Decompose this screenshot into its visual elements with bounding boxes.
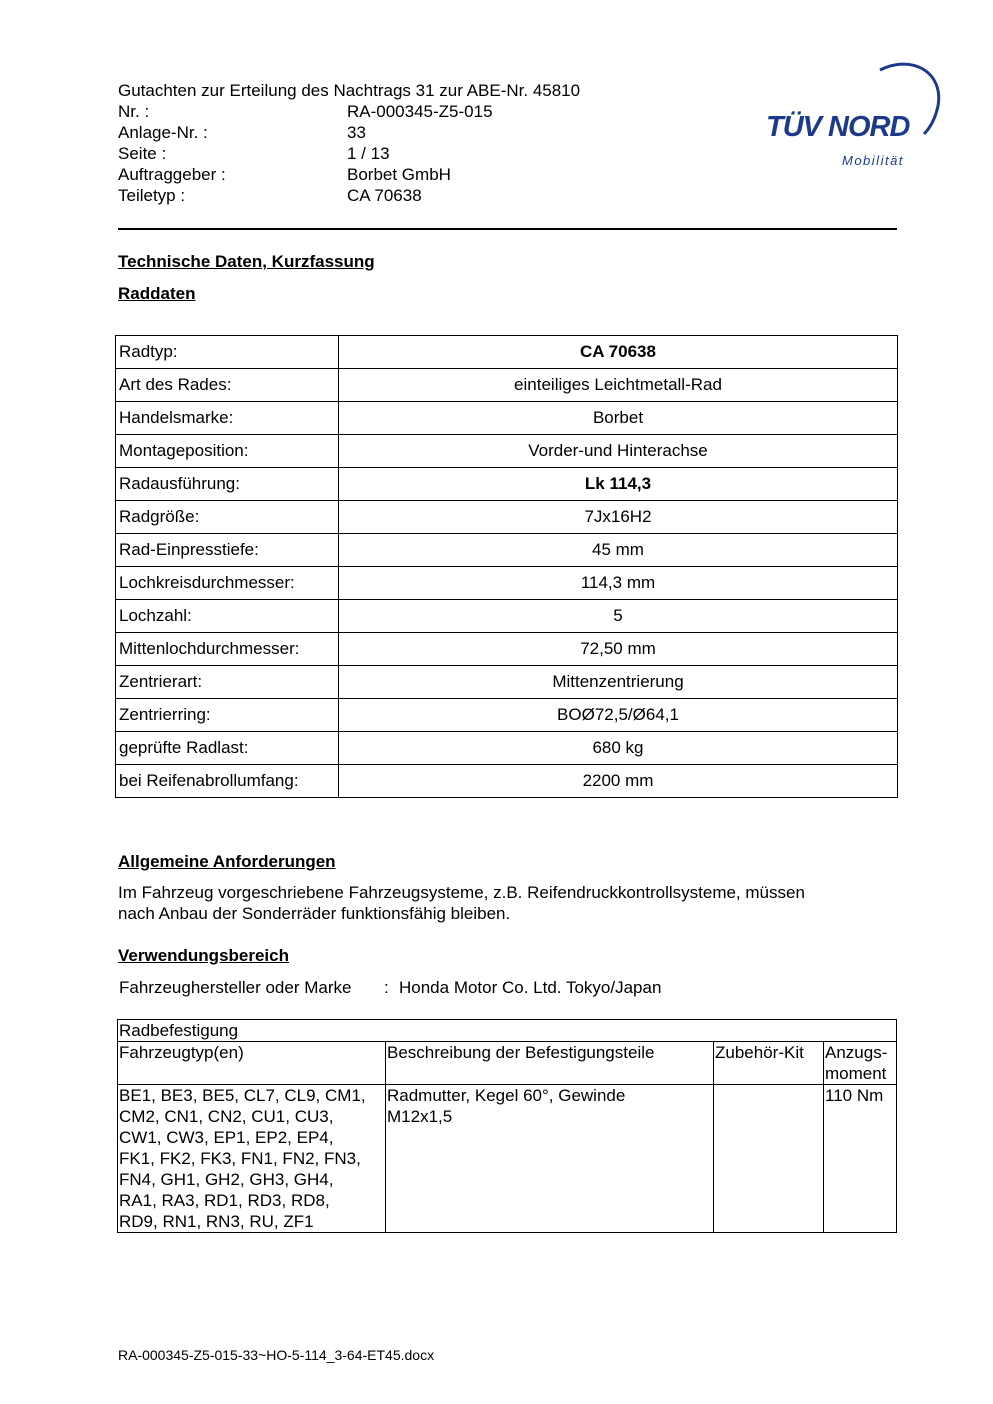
description-line: M12x1,5: [387, 1107, 453, 1126]
torque-cell: 110 Nm: [824, 1085, 897, 1233]
table-row: [116, 468, 898, 501]
vehicle-types-line: FK1, FK2, FK3, FN1, FN2, FN3,: [119, 1149, 361, 1168]
vehicle-types-line: RD9, RN1, RN3, RU, ZF1: [119, 1212, 314, 1231]
manufacturer-label: Fahrzeughersteller oder Marke: [119, 978, 352, 997]
header-key: Nr. :: [118, 102, 150, 121]
row-value: 5: [339, 600, 898, 633]
row-value: BOØ72,5/Ø64,1: [339, 699, 898, 732]
row-value: Borbet: [339, 402, 898, 435]
row-value: 114,3 mm: [339, 567, 898, 600]
header-key: Anlage-Nr. :: [118, 123, 208, 142]
section-subtitle-wheel-data: Raddaten: [118, 284, 196, 303]
section-title-usage: Verwendungsbereich: [118, 946, 289, 965]
wheel-fixing-table: [117, 1019, 897, 1233]
header-value: 1 / 13: [347, 144, 390, 163]
column-header-torque-line: moment: [825, 1064, 887, 1083]
table-row: [116, 534, 898, 567]
row-label: Montageposition:: [116, 435, 339, 468]
column-header-description: Beschreibung der Befestigungsteile: [386, 1042, 714, 1085]
row-label: Handelsmarke:: [116, 402, 339, 435]
requirements-line: nach Anbau der Sonderräder funktionsfähig bleiben.: [118, 904, 511, 923]
column-header-accessory-kit: Zubehör-Kit: [714, 1042, 824, 1085]
header-row-teiletyp: [118, 185, 580, 206]
manufacturer-value: Honda Motor Co. Ltd. Tokyo/Japan: [399, 978, 662, 997]
table-row: [116, 567, 898, 600]
logo-sub-text: Mobilität: [842, 153, 904, 168]
table-row: [116, 600, 898, 633]
row-value: 7Jx16H2: [339, 501, 898, 534]
description-cell: [386, 1085, 714, 1233]
header-value: 33: [347, 123, 366, 142]
table-row: [116, 666, 898, 699]
header-value: RA-000345-Z5-015: [347, 102, 493, 121]
header-value: Borbet GmbH: [347, 165, 451, 184]
header-value: CA 70638: [347, 186, 422, 205]
vehicle-types-cell: [118, 1085, 386, 1233]
wheel-data-table: [115, 335, 898, 798]
row-value: 45 mm: [339, 534, 898, 567]
vehicle-types-line: BE1, BE3, BE5, CL7, CL9, CM1,: [119, 1086, 366, 1105]
row-label: Lochkreisdurchmesser:: [116, 567, 339, 600]
row-label: Rad-Einpresstiefe:: [116, 534, 339, 567]
row-value: Lk 114,3: [339, 468, 898, 501]
report-title: Gutachten zur Erteilung des Nachtrags 31 zur ABE-Nr. 45810: [118, 81, 581, 100]
row-label: Lochzahl:: [116, 600, 339, 633]
manufacturer-separator: :: [384, 978, 389, 997]
row-label: Radausführung:: [116, 468, 339, 501]
header-row-anlage: [118, 122, 580, 143]
table-row: [116, 435, 898, 468]
header-row-auftraggeber: [118, 164, 580, 185]
column-header-torque: [824, 1042, 897, 1085]
vehicle-types-line: FN4, GH1, GH2, GH3, GH4,: [119, 1170, 334, 1189]
row-label: Art des Rades:: [116, 369, 339, 402]
row-label: Zentrierring:: [116, 699, 339, 732]
table-row: [116, 633, 898, 666]
row-label: bei Reifenabrollumfang:: [116, 765, 339, 798]
row-value: 72,50 mm: [339, 633, 898, 666]
table-row: [116, 501, 898, 534]
table-caption-row: [118, 1020, 897, 1042]
row-label: geprüfte Radlast:: [116, 732, 339, 765]
section-title-requirements: Allgemeine Anforderungen: [118, 852, 336, 871]
section-title-technical-data: Technische Daten, Kurzfassung: [118, 252, 375, 271]
header-row-nr: [118, 101, 580, 122]
row-label: Zentrierart:: [116, 666, 339, 699]
row-value: Mittenzentrierung: [339, 666, 898, 699]
logo-brand-text: TÜV NORD: [766, 111, 910, 143]
row-value: Vorder-und Hinterachse: [339, 435, 898, 468]
vehicle-types-line: CM2, CN1, CN2, CU1, CU3,: [119, 1107, 334, 1126]
column-header-vehicle-types: Fahrzeugtyp(en): [118, 1042, 386, 1085]
table-row: [116, 699, 898, 732]
document-header: [118, 80, 580, 206]
description-line: Radmutter, Kegel 60°, Gewinde: [387, 1086, 626, 1105]
footer-filename: RA-000345-Z5-015-33~HO-5-114_3-64-ET45.docx: [118, 1347, 435, 1363]
vehicle-types-line: CW1, CW3, EP1, EP2, EP4,: [119, 1128, 334, 1147]
requirements-text: [118, 882, 805, 924]
row-label: Radgröße:: [116, 501, 339, 534]
row-value: einteiliges Leichtmetall-Rad: [339, 369, 898, 402]
tuev-nord-logo: [762, 58, 942, 170]
row-label: Mittenlochdurchmesser:: [116, 633, 339, 666]
vehicle-types-line: RA1, RA3, RD1, RD3, RD8,: [119, 1191, 330, 1210]
header-key: Auftraggeber :: [118, 165, 226, 184]
header-key: Teiletyp :: [118, 186, 186, 205]
table-caption: Radbefestigung: [118, 1020, 897, 1042]
table-row: [116, 369, 898, 402]
table-header-row: [118, 1042, 897, 1085]
row-value: 680 kg: [339, 732, 898, 765]
row-value: CA 70638: [339, 336, 898, 369]
table-row: [118, 1085, 897, 1233]
header-row-seite: [118, 143, 580, 164]
requirements-line: Im Fahrzeug vorgeschriebene Fahrzeugsysteme, z.B. Reifendruckkontrollsysteme, müssen: [118, 883, 805, 902]
column-header-torque-line: Anzugs-: [825, 1043, 888, 1062]
accessory-kit-cell: [714, 1085, 824, 1233]
row-value: 2200 mm: [339, 765, 898, 798]
table-row: [116, 765, 898, 798]
row-label: Radtyp:: [116, 336, 339, 369]
header-divider: [118, 228, 897, 230]
table-row: [116, 732, 898, 765]
table-row: [116, 336, 898, 369]
header-key: Seite :: [118, 144, 167, 163]
manufacturer-line: [118, 978, 661, 998]
table-row: [116, 402, 898, 435]
